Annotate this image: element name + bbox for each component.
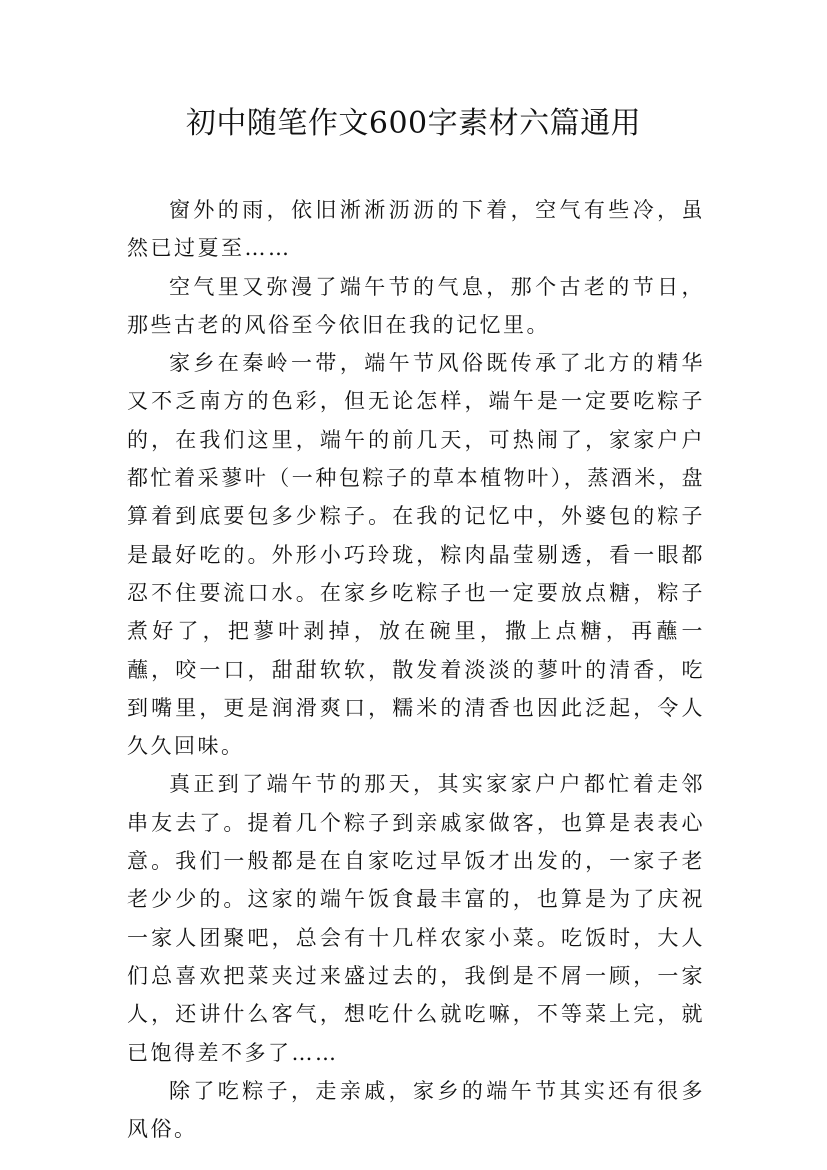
paragraph: 除了吃粽子，走亲戚，家乡的端午节其实还有很多风俗。: [127, 1078, 705, 1142]
paragraph: 空气里又弥漫了端午节的气息，那个古老的节日，那些古老的风俗至今依旧在我的记忆里。: [127, 274, 705, 337]
paragraph: 窗外的雨，依旧淅淅沥沥的下着，空气有些冷，虽然已过夏至……: [127, 198, 705, 261]
paragraph: 真正到了端午节的那天，其实家家户户都忙着走邻串友去了。提着几个粽子到亲戚家做客，也算是表表心意。我们一般都是在自家吃过早饭才出发的，一家子老老少少的。这家的端午饭食最丰富的，也算是为了庆祝一家人团聚吧，总会有十几样农家小菜。吃饭时，大人们总喜欢把菜夹过来盛过去的，我倒是不屑一顾，一家人，还讲什么客气，想吃什么就吃嘛，不等菜上完，就已饱得差不多了……: [127, 772, 705, 1065]
document-body: [127, 191, 705, 1148]
paragraph: 家乡在秦岭一带，端午节风俗既传承了北方的精华又不乏南方的色彩，但无论怎样，端午是一定要吃粽子的，在我们这里，端午的前几天，可热闹了，家家户户都忙着采蓼叶（一种包粽子的草本植物叶），蒸酒米，盘算着到底要包多少粽子。在我的记忆中，外婆包的粽子是最好吃的。外形小巧玲珑，粽肉晶莹剔透，看一眼都忍不住要流口水。在家乡吃粽子也一定要放点糖，粽子煮好了，把蓼叶剥掉，放在碗里，撒上点糖，再蘸一蘸，咬一口，甜甜软软，散发着淡淡的蓼叶的清香，吃到嘴里，更是润滑爽口，糯米的清香也因此泛起，令人久久回味。: [127, 351, 705, 759]
document-title: 初中随笔作文600字素材六篇通用: [185, 106, 642, 141]
